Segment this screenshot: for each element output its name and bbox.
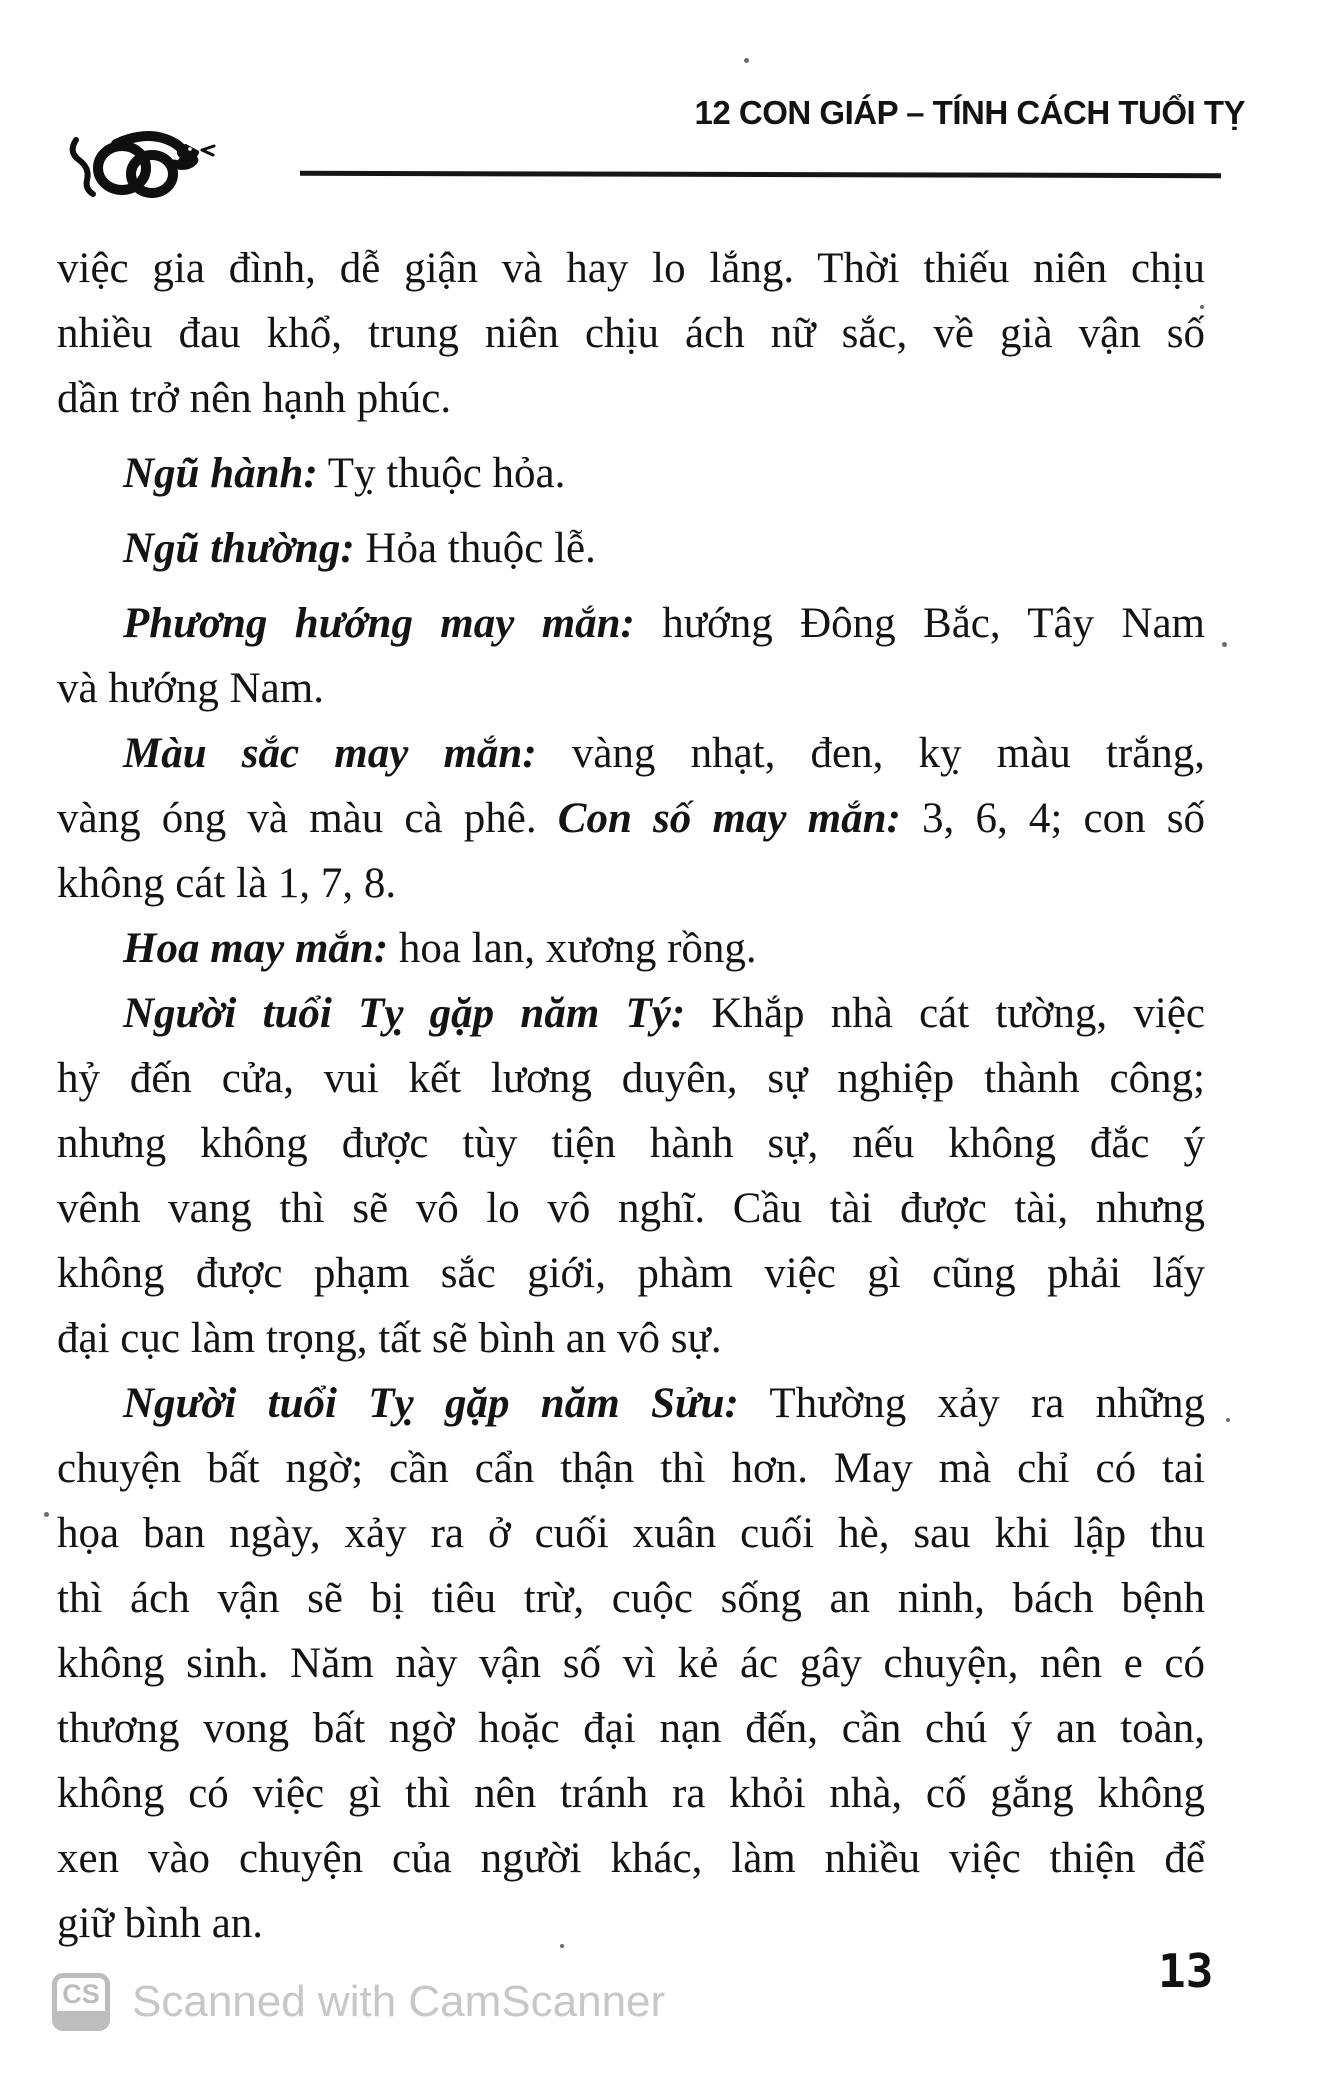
section-label: Con số may mắn:: [557, 795, 901, 842]
text-segment: không được phạm sắc giới, phàm việc gì cũng phải lấy: [57, 1250, 1205, 1297]
text-segment: không có việc gì thì nên tránh ra khỏi nhà, cố gắng không: [57, 1770, 1205, 1817]
scan-speck: [744, 58, 749, 63]
text-segment: 3, 6, 4; con số: [900, 795, 1205, 842]
text-segment: vênh vang thì sẽ vô lo vô nghĩ. Cầu tài được tài, nhưng: [57, 1185, 1205, 1232]
section-label: Phương hướng may mắn:: [123, 600, 635, 647]
section-label: Hoa may mắn:: [123, 925, 389, 972]
scan-speck: [1200, 305, 1204, 309]
snake-icon: [66, 118, 222, 214]
camscanner-logo-letters: CS: [62, 1979, 100, 2009]
text-segment: xen vào chuyện của người khác, làm nhiều việc thiện để: [57, 1835, 1205, 1882]
text-line: [57, 1241, 1205, 1306]
text-segment: Khắp nhà cát tường, việc: [685, 990, 1205, 1037]
text-line: [57, 656, 1205, 721]
text-segment: nhiều đau khổ, trung niên chịu ách nữ sắc, về già vận số: [57, 310, 1205, 357]
text-line: [57, 1761, 1205, 1826]
text-segment: đại cục làm trọng, tất sẽ bình an vô sự.: [57, 1315, 722, 1362]
text-segment: hoa lan, xương rồng.: [388, 925, 757, 972]
scan-speck: [1226, 1418, 1230, 1422]
text-line: [57, 1566, 1205, 1631]
camscanner-watermark: [52, 1970, 665, 2034]
camscanner-logo-bar: [57, 2011, 105, 2026]
text-line: [57, 786, 1205, 851]
text-segment: chuyện bất ngờ; cần cẩn thận thì hơn. May mà chỉ có tai: [57, 1445, 1205, 1492]
text-segment: thương vong bất ngờ hoặc đại nạn đến, cần chú ý an toàn,: [57, 1705, 1205, 1752]
text-segment: thì ách vận sẽ bị tiêu trừ, cuộc sống an ninh, bách bệnh: [57, 1575, 1205, 1622]
text-segment: họa ban ngày, xảy ra ở cuối xuân cuối hè, sau khi lập thu: [57, 1510, 1205, 1557]
text-segment: Thường xảy ra những: [738, 1380, 1205, 1427]
text-segment: Hỏa thuộc lễ.: [354, 525, 596, 572]
text-segment: và hướng Nam.: [57, 665, 324, 712]
text-line: [57, 366, 1205, 431]
text-line: [57, 1176, 1205, 1241]
text-line: [57, 1111, 1205, 1176]
text-line: [57, 1501, 1205, 1566]
text-line: [57, 981, 1205, 1046]
text-line: [57, 1046, 1205, 1111]
text-line: [57, 1631, 1205, 1696]
text-line: [57, 851, 1205, 916]
text-segment: dần trở nên hạnh phúc.: [57, 375, 452, 422]
text-line: [57, 1891, 1205, 1956]
text-line: [57, 591, 1205, 656]
running-head-title: 12 CON GIÁP – TÍNH CÁCH TUỔI TỴ: [694, 94, 1245, 131]
text-line: [57, 916, 1205, 981]
section-label: Ngũ thường:: [123, 525, 355, 572]
text-line: [57, 236, 1205, 301]
text-line: [57, 441, 1205, 506]
scan-speck: [44, 1512, 49, 1517]
text-line: [57, 1436, 1205, 1501]
text-segment: Tỵ thuộc hỏa.: [317, 450, 566, 497]
scan-speck: [560, 1944, 564, 1948]
section-label: Màu sắc may mắn:: [123, 730, 537, 777]
section-label: Người tuổi Tỵ gặp năm Sửu:: [123, 1380, 739, 1427]
page-number: 13: [1158, 1944, 1214, 1998]
text-segment: nhưng không được tùy tiện hành sự, nếu không đắc ý: [57, 1120, 1205, 1167]
text-segment: việc gia đình, dễ giận và hay lo lắng. Thời thiếu niên chịu: [57, 245, 1205, 292]
scan-speck: [1222, 642, 1227, 647]
text-segment: vàng óng và màu cà phê.: [57, 795, 558, 842]
section-label: Ngũ hành:: [123, 450, 318, 497]
text-line: [57, 1696, 1205, 1761]
text-segment: vàng nhạt, đen, kỵ màu trắng,: [536, 730, 1205, 777]
text-line: [57, 1371, 1205, 1436]
text-line: [57, 1826, 1205, 1891]
text-segment: không sinh. Năm này vận số vì kẻ ác gây chuyện, nên e có: [57, 1640, 1205, 1687]
section-label: Người tuổi Tỵ gặp năm Tý:: [123, 990, 686, 1037]
header-rule: [300, 171, 1221, 178]
text-line: [57, 301, 1205, 366]
text-segment: không cát là 1, 7, 8.: [57, 860, 397, 907]
text-line: [57, 721, 1205, 786]
text-line: [57, 516, 1205, 581]
text-segment: giữ bình an.: [57, 1900, 264, 1947]
camscanner-logo-icon: [52, 1973, 110, 2031]
watermark-text: Scanned with CamScanner: [132, 1977, 666, 2026]
text-line: [57, 1306, 1205, 1371]
text-segment: hỷ đến cửa, vui kết lương duyên, sự nghiệp thành công;: [57, 1055, 1205, 1102]
body-text: [57, 236, 1205, 1956]
text-segment: hướng Đông Bắc, Tây Nam: [634, 600, 1205, 647]
